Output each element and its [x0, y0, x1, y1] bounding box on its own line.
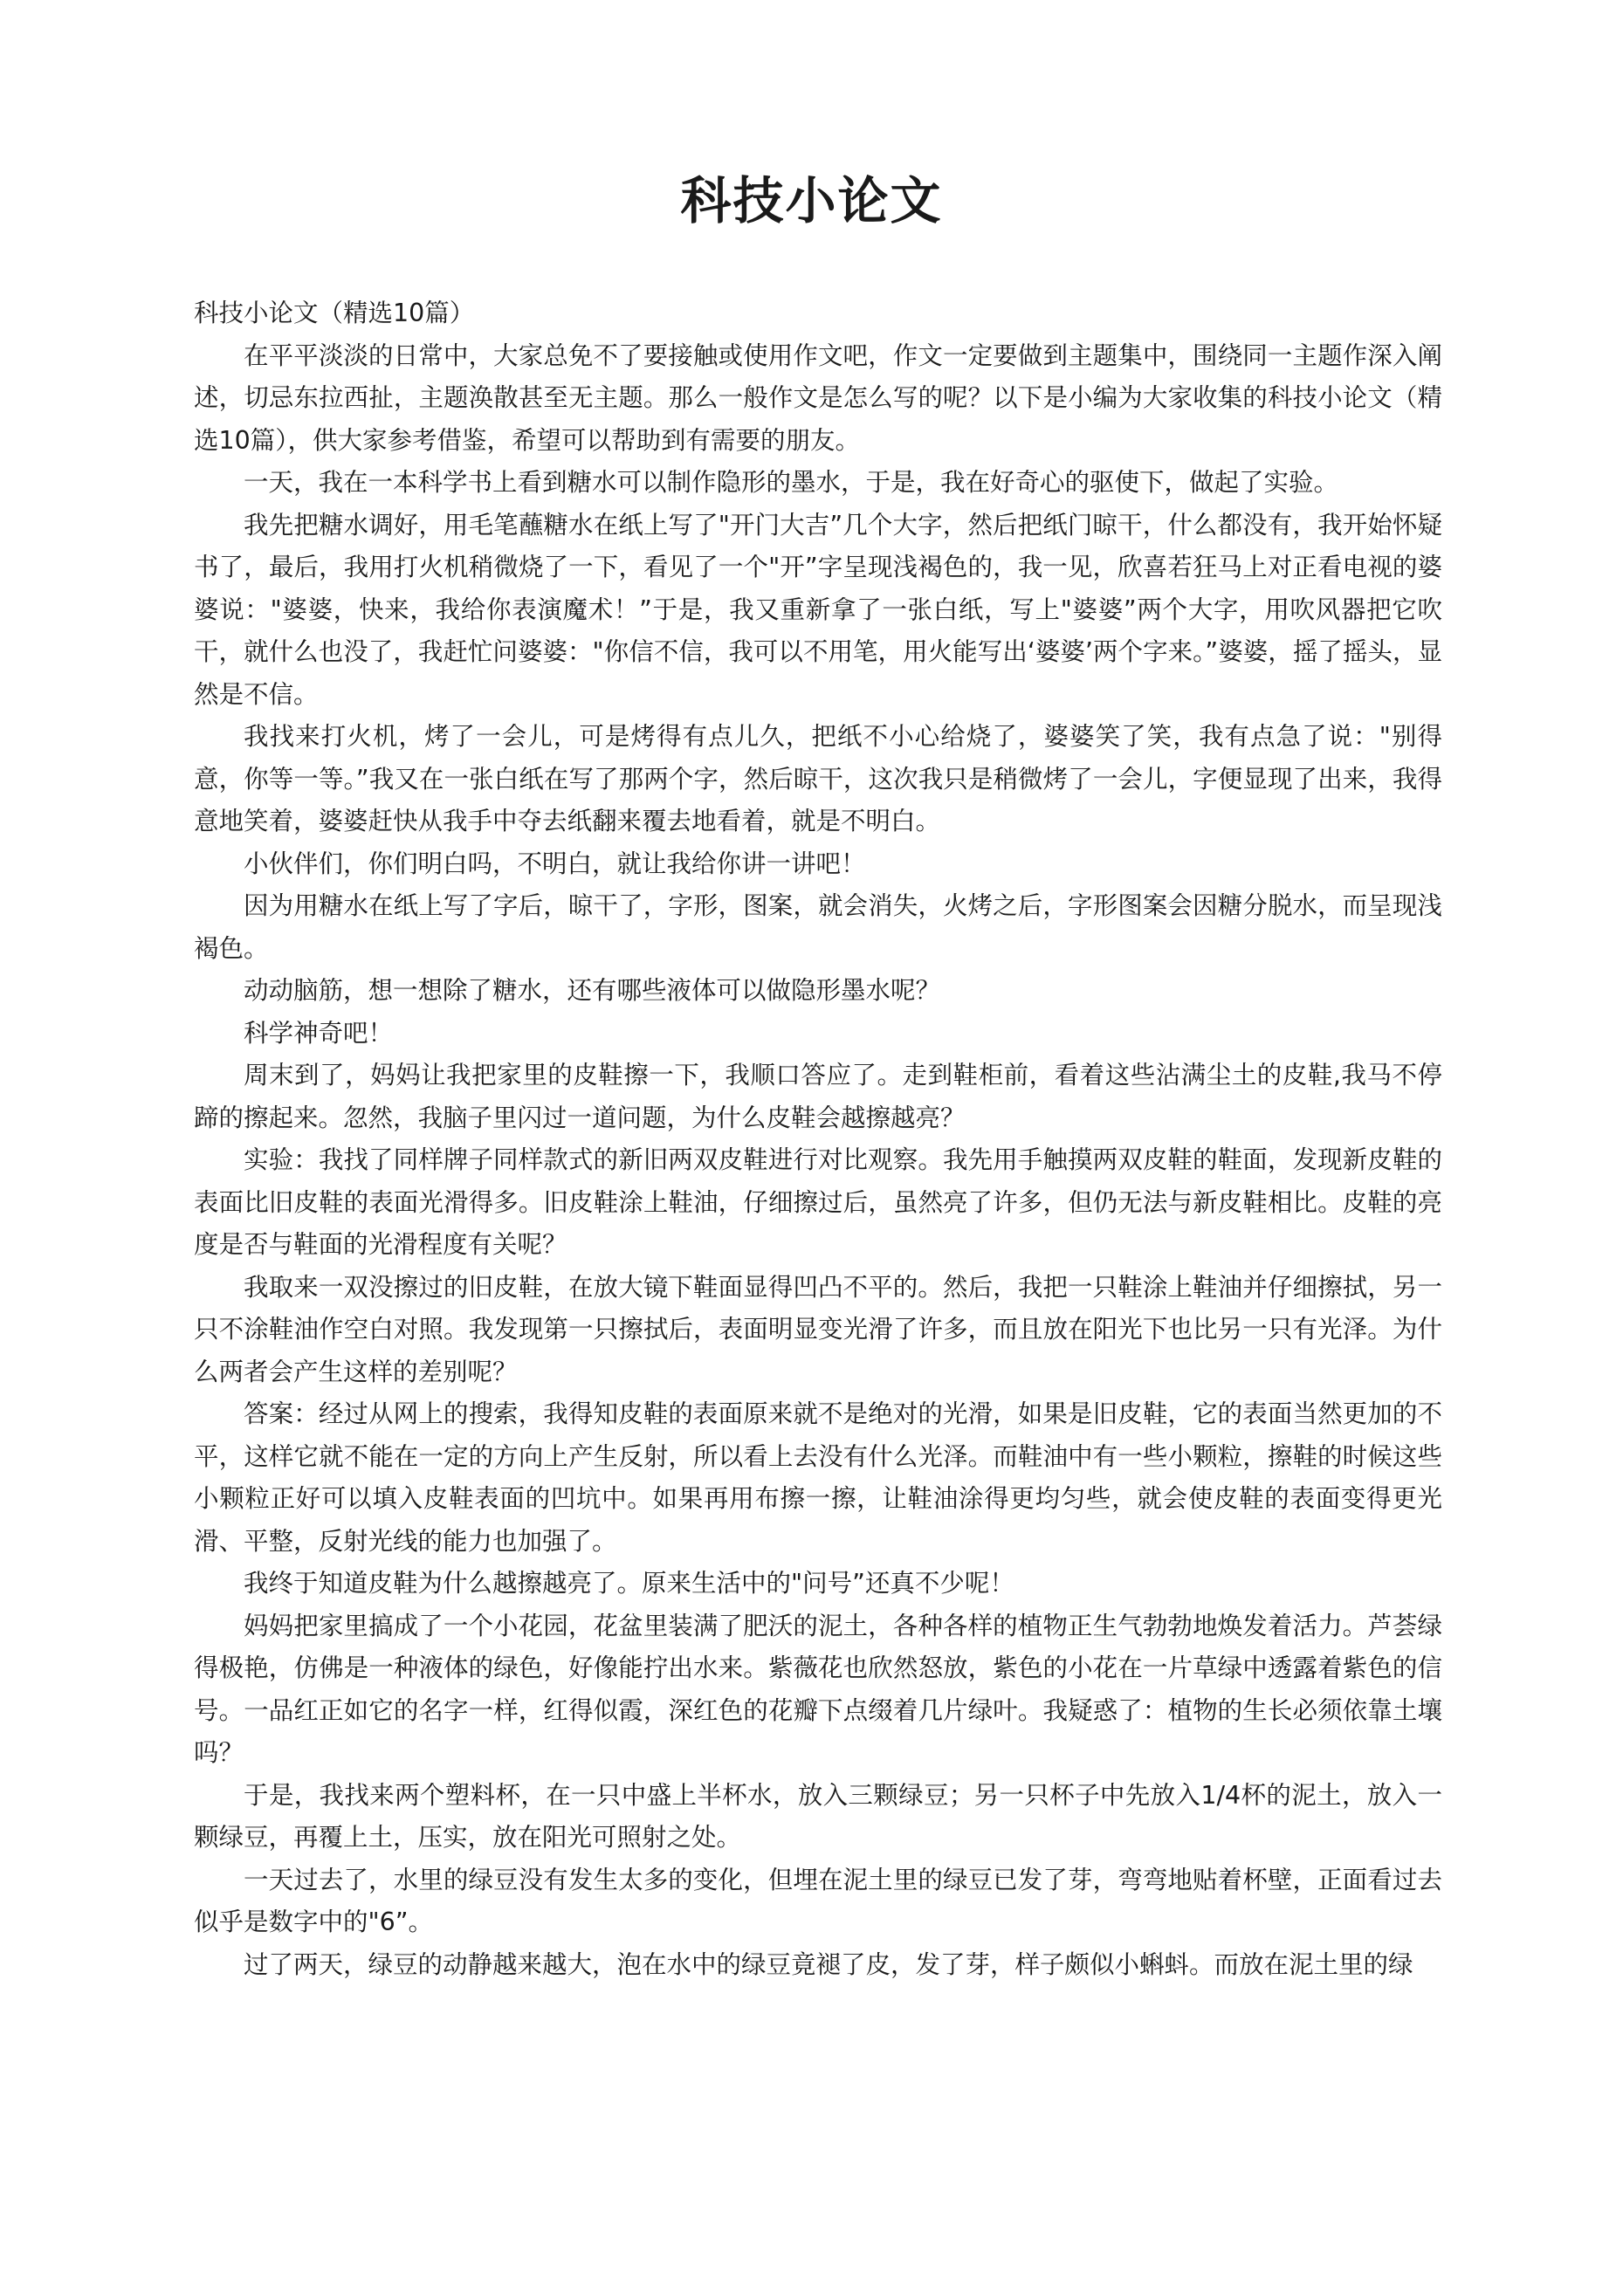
paragraph: 过了两天，绿豆的动静越来越大，泡在水中的绿豆竟褪了皮，发了芽，样子颇似小蝌蚪。而放在泥土里的绿: [244, 1949, 1413, 1979]
document-body: [194, 292, 1442, 1986]
paragraph: 一天过去了，水里的绿豆没有发生太多的变化，但埋在泥土里的绿豆已发了芽，弯弯地贴着杯壁，正面看过去似乎是数字中的"6”。: [194, 1865, 1442, 1936]
document-title: 科技小论文: [680, 171, 943, 230]
document-subtitle: 科技小论文（精选10篇）: [194, 299, 475, 327]
paragraph: 我取来一双没擦过的旧皮鞋，在放大镜下鞋面显得凹凸不平的。然后，我把一只鞋涂上鞋油并仔细擦拭，另一只不涂鞋油作空白对照。我发现第一只擦拭后，表面明显变光滑了许多，而且放在阳光下也比另一只有光泽。为什么两者会产生这样的差别呢？: [194, 1272, 1442, 1386]
paragraph: 实验：我找了同样牌子同样款式的新旧两双皮鞋进行对比观察。我先用手触摸两双皮鞋的鞋面，发现新皮鞋的表面比旧皮鞋的表面光滑得多。旧皮鞋涂上鞋油，仔细擦过后，虽然亮了许多，但仍无法与新皮鞋相比。皮鞋的亮度是否与鞋面的光滑程度有关呢？: [194, 1145, 1442, 1259]
paragraph: 周末到了，妈妈让我把家里的皮鞋擦一下，我顺口答应了。走到鞋柜前，看着这些沾满尘土的皮鞋,我马不停蹄的擦起来。忽然，我脑子里闪过一道问题，为什么皮鞋会越擦越亮？: [194, 1061, 1442, 1132]
paragraph: 于是，我找来两个塑料杯，在一只中盛上半杯水，放入三颗绿豆；另一只杯子中先放入1/4杯的泥土，放入一颗绿豆，再覆上土，压实，放在阳光可照射之处。: [194, 1780, 1442, 1852]
paragraph: 我找来打火机，烤了一会儿，可是烤得有点儿久，把纸不小心给烧了，婆婆笑了笑，我有点急了说："别得意，你等一等。”我又在一张白纸在写了那两个字，然后晾干，这次我只是稍微烤了一会儿，字便显现了出来，我得意地笑着，婆婆赶快从我手中夺去纸翻来覆去地看着，就是不明白。: [194, 722, 1442, 835]
paragraph: 一天，我在一本科学书上看到糖水可以制作隐形的墨水，于是，我在好奇心的驱使下，做起了实验。: [244, 468, 1339, 497]
paragraph: 小伙伴们，你们明白吗，不明白，就让我给你讲一讲吧！: [244, 849, 866, 878]
paragraph: 答案：经过从网上的搜索，我得知皮鞋的表面原来就不是绝对的光滑，如果是旧皮鞋，它的表面当然更加的不平，这样它就不能在一定的方向上产生反射，所以看上去没有什么光泽。而鞋油中有一些小颗粒，擦鞋的时候这些小颗粒正好可以填入皮鞋表面的凹坑中。如果再用布擦一擦，让鞋油涂得更均匀些，就会使皮鞋的表面变得更光滑、平整，反射光线的能力也加强了。: [194, 1399, 1442, 1556]
paragraph: 我先把糖水调好，用毛笔蘸糖水在纸上写了"开门大吉”几个大字，然后把纸门晾干，什么都没有，我开始怀疑书了，最后，我用打火机稍微烧了一下，看见了一个"开”字呈现浅褐色的，我一见，欣喜若狂马上对正看电视的婆婆说："婆婆，快来，我给你表演魔术！”于是，我又重新拿了一张白纸，写上"婆婆”两个大字，用吹风器把它吹干，就什么也没了，我赶忙问婆婆："你信不信，我可以不用笔，用火能写出‘婆婆’两个字来。”婆婆，摇了摇头，显然是不信。: [194, 510, 1442, 709]
paragraph: 动动脑筋，想一想除了糖水，还有哪些液体可以做隐形墨水呢？: [244, 976, 941, 1005]
paragraph: 科学神奇吧！: [244, 1018, 394, 1048]
paragraph-intro: 在平平淡淡的日常中，大家总免不了要接触或使用作文吧，作文一定要做到主题集中，围绕同一主题作深入阐述，切忌东拉西扯，主题涣散甚至无主题。那么一般作文是怎么写的呢？以下是小编为大家收集的科技小论文（精选10篇），供大家参考借鉴，希望可以帮助到有需要的朋友。: [194, 340, 1442, 455]
paragraph: 妈妈把家里搞成了一个小花园，花盆里装满了肥沃的泥土，各种各样的植物正生气勃勃地焕发着活力。芦荟绿得极艳，仿佛是一种液体的绿色，好像能拧出水来。紫薇花也欣然怒放，紫色的小花在一片草绿中透露着紫色的信号。一品红正如它的名字一样，红得似霞，深红色的花瓣下点缀着几片绿叶。我疑惑了：植物的生长必须依靠土壤吗？: [194, 1611, 1442, 1767]
paragraph: 因为用糖水在纸上写了字后，晾干了，字形，图案，就会消失，火烤之后，字形图案会因糖分脱水，而呈现浅褐色。: [194, 891, 1442, 963]
paragraph: 我终于知道皮鞋为什么越擦越亮了。原来生活中的"问号”还真不少呢！: [244, 1569, 1014, 1598]
